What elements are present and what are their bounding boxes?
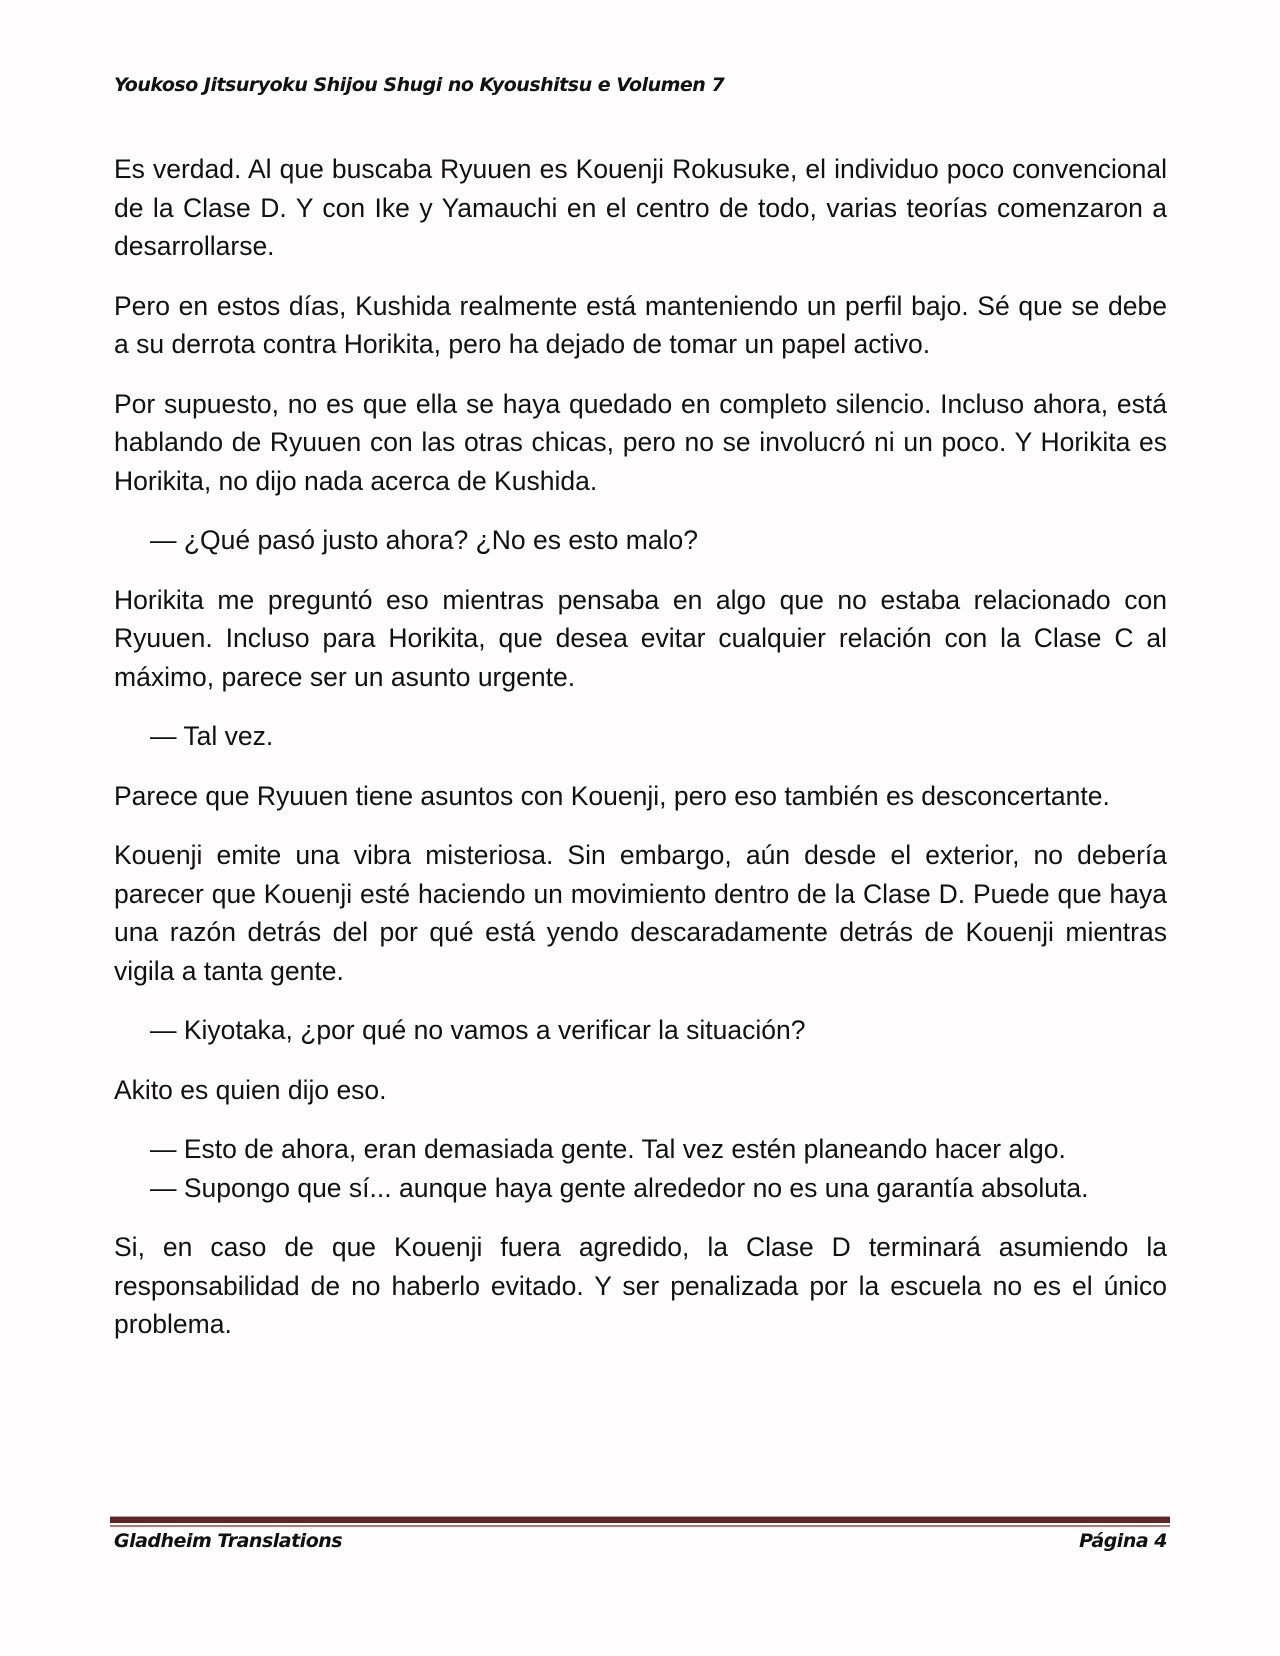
running-header: Youkoso Jitsuryoku Shijou Shugi no Kyoushitsu e Volumen 7 [114,74,725,96]
dialogue-line: — ¿Qué pasó justo ahora? ¿No es esto malo? [150,525,698,555]
page-body [114,150,1167,1365]
dialogue-line: — Supongo que sí... aunque haya gente alrededor no es una garantía absoluta. [150,1172,1089,1203]
paragraph: Akito es quien dijo eso. [114,1074,387,1105]
footer-credit: Gladheim Translations [114,1530,343,1552]
paragraph: Horikita me preguntó eso mientras pensaba en algo que no estaba relacionado con Ryuuen. Incluso para Horikita, que desea evitar cualquier relación con la Clase C al máximo, parece ser un asunto urgente. [114,584,1167,692]
paragraph: Parece que Ryuuen tiene asuntos con Kouenji, pero eso también es desconcertante. [114,780,1110,811]
paragraph: Kouenji emite una vibra misteriosa. Sin embargo, aún desde el exterior, no debería parecer que Kouenji esté haciendo un movimiento dentro de la Clase D. Puede que haya una razón detrás del por qué está yendo descaradamente detrás de Kouenji mientras vigila a tanta gente. [114,840,1167,986]
dialogue-line: — Esto de ahora, eran demasiada gente. Tal vez estén planeando hacer algo. [150,1134,1066,1164]
page-number: Página 4 [1079,1530,1167,1552]
dialogue-line: — Kiyotaka, ¿por qué no vamos a verificar la situación? [150,1015,806,1045]
paragraph: Si, en caso de que Kouenji fuera agredido, la Clase D terminará asumiendo la responsabilidad de no haberlo evitado. Y ser penalizada por la escuela no es el único problema. [114,1232,1167,1339]
paragraph: Es verdad. Al que buscaba Ryuuen es Kouenji Rokusuke, el individuo poco convencional de la Clase D. Y con Ike y Yamauchi en el centro de todo, varias teorías comenzaron a desarrollarse. [114,154,1167,261]
paragraph: Por supuesto, no es que ella se haya quedado en completo silencio. Incluso ahora, está hablando de Ryuuen con las otras chicas, pero no se involucró ni un poco. Y Horikita es Horikita, no dijo nada acerca de Kushida. [114,388,1167,496]
dialogue-line: — Tal vez. [150,721,274,751]
paragraph: Pero en estos días, Kushida realmente está manteniendo un perfil bajo. Sé que se debe a su derrota contra Horikita, pero ha dejado de tomar un papel activo. [114,290,1167,359]
footer-rule [110,1516,1170,1525]
